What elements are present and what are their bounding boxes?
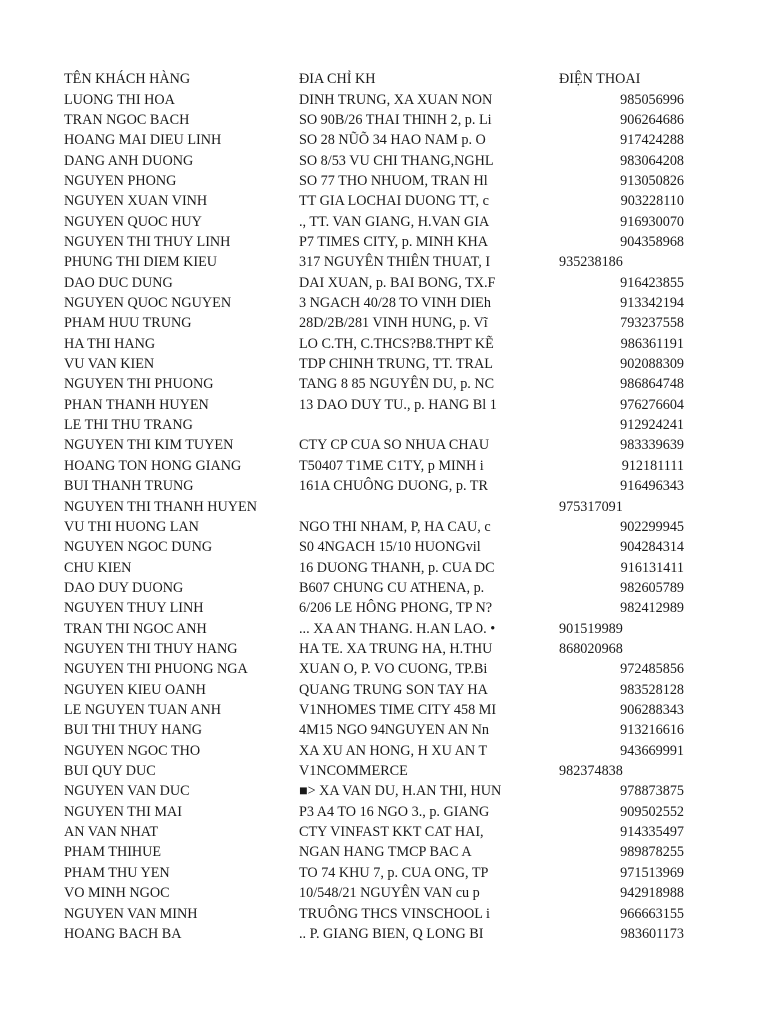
customer-name: NGUYEN QUOC HUY [64,213,202,230]
table-row [0,497,768,517]
customer-name: NGUYEN THI THUY LINH [64,233,231,250]
table-row [0,680,768,700]
customer-phone: 912924241 [620,417,684,434]
table-row [0,720,768,740]
customer-name: NGUYEN THI MAI [64,803,182,820]
customer-phone: 982374838 [559,763,623,780]
table-row [0,435,768,455]
customer-name: BUI QUY DUC [64,763,156,780]
customer-address: 28D/2B/281 VINH HUNG, p. Vĩ [299,315,488,332]
table-row [0,517,768,537]
customer-phone: 942918988 [620,885,684,902]
customer-address: S0 4NGACH 15/10 HUONGvil [299,539,481,556]
customer-address: 10/548/21 NGUYÊN VAN cu p [299,885,480,902]
table-row [0,802,768,822]
customer-address: TT GIA LOCHAI DUONG TT, c [299,193,489,210]
customer-address: DAI XUAN, p. BAI BONG, TX.F [299,274,496,291]
customer-name: LE NGUYEN TUAN ANH [64,702,221,718]
customer-phone: 902299945 [620,518,684,535]
customer-name: NGUYEN NGOC THO [64,742,201,759]
customer-phone: 913216616 [620,722,684,739]
customer-name: BUI THI THUY HANG [64,722,203,739]
customer-name: NGUYEN THI THUY HANG [64,640,238,657]
customer-address: 161A CHUÔNG DUONG, p. TR [299,478,488,495]
customer-address: .. P. GIANG BIEN, Q LONG BI [299,925,484,942]
table-row [0,700,768,720]
customer-phone: 983064208 [620,152,684,169]
table-row [0,476,768,496]
customer-address: SO 28 NŨÕ 34 HAO NAM p. O [299,132,486,149]
customer-address: TO 74 KHU 7, p. CUA ONG, TP [299,864,489,881]
customer-name: NGUYEN THI PHUONG NGA [64,661,248,678]
table-row [0,334,768,354]
customer-name: NGUYEN THI KIM TUYEN [64,437,234,454]
customer-name: NGUYEN THI THANH HUYEN [64,498,257,515]
customer-name: DAO DUY DUONG [64,579,184,596]
customer-name: TRAN THI NGOC ANH [64,620,207,637]
customer-name: BUI THANH TRUNG [64,478,194,495]
customer-phone: 986864748 [620,376,684,393]
customer-address: CTY CP CUA SO NHUA CHAU [299,437,490,454]
table-row [0,578,768,598]
customer-phone: 972485856 [620,661,684,678]
customer-address: SO 90B/26 THAI THINH 2, p. Li [299,111,492,128]
customer-address: P3 A4 TO 16 NGO 3., p. GIANG [299,803,490,820]
customer-address: CTY VINFAST KKT CAT HAI, [299,824,484,841]
table-row [0,781,768,801]
customer-name: HOANG BACH BA [64,925,182,942]
customer-address: 13 DAO DUY TU., p. HANG Bl 1 [299,396,497,413]
customer-address: ■> XA VAN DU, H.AN THI, HUN [299,783,502,800]
customer-address: NGAN HANG TMCP BAC A [299,844,472,861]
customer-name: VO MINH NGOC [64,885,170,902]
customer-name: NGUYEN QUOC NGUYEN [64,295,232,311]
customer-name: NGUYEN PHONG [64,172,177,189]
customer-phone: 906264686 [620,111,684,128]
customer-name: VU THI HUONG LAN [64,518,199,535]
customer-address: 4M15 NGO 94NGUYEN AN Nn [299,722,489,739]
customer-address: ., TT. VAN GIANG, H.VAN GIA [299,213,490,230]
customer-address: TANG 8 85 NGUYÊN DU, p. NC [299,376,495,393]
customer-address: XUAN O, P. VO CUONG, TP.Bi [299,661,488,678]
table-row [0,90,768,110]
table-row [0,293,768,313]
header-phone: ĐIỆN THOAI [559,71,641,87]
table-row [0,415,768,435]
customer-address: SO 8/53 VU CHI THANG,NGHL [299,152,494,169]
customer-address: LO C.TH, C.THCS?B8.THPT KẼ [299,335,494,352]
customer-name: PHUNG THI DIEM KIEU [64,254,218,271]
table-row [0,619,768,639]
customer-phone: 906288343 [620,702,684,718]
customer-phone: 912181111 [621,457,684,474]
customer-phone: 976276604 [620,396,684,413]
table-row [0,598,768,618]
customer-phone: 903228110 [620,193,684,210]
customer-name: NGUYEN VAN MINH [64,905,198,922]
customer-phone: 916496343 [620,478,684,495]
customer-name: NGUYEN THUY LINH [64,600,204,617]
table-row [0,171,768,191]
table-row [0,456,768,476]
customer-phone: 983339639 [620,437,684,454]
customer-name: NGUYEN VAN DUC [64,783,190,800]
customer-name: HOANG TON HONG GIANG [64,457,242,474]
table-row [0,537,768,557]
customer-address: XA XU AN HONG, H XU AN T [299,742,488,759]
customer-phone: 989878255 [620,844,684,861]
customer-address: V1NHOMES TIME CITY 458 MI [299,702,497,718]
customer-phone: 917424288 [620,132,684,149]
table-row [0,191,768,211]
customer-phone: 913342194 [620,295,684,311]
customer-phone: 971513969 [620,864,684,881]
table-row [0,761,768,781]
table-row [0,639,768,659]
table-row [0,863,768,883]
customer-address: 3 NGACH 40/28 TO VINH DIEh [299,295,491,311]
customer-phone: 982412989 [620,600,684,617]
customer-phone: 975317091 [559,498,623,515]
header-address: ĐIA CHỈ KH [299,71,376,87]
customer-address: B607 CHUNG CU ATHENA, p. [299,579,485,596]
customer-address: SO 77 THO NHUOM, TRAN Hl [299,172,488,189]
customer-phone: 985056996 [620,91,684,108]
table-row [0,313,768,333]
customer-address: 16 DUONG THANH, p. CUA DC [299,559,495,576]
customer-name: AN VAN NHAT [64,824,159,841]
customer-name: DAO DUC DUNG [64,274,173,291]
table-row [0,374,768,394]
customer-phone: 982605789 [620,579,684,596]
customer-address: 6/206 LE HÔNG PHONG, TP N? [299,600,493,617]
table-row [0,741,768,761]
customer-name: TRAN NGOC BACH [64,111,190,128]
customer-address: DINH TRUNG, XA XUAN NON [299,91,493,108]
table-row [0,252,768,272]
customer-name: PHAM THIHUE [64,844,162,861]
customer-name: NGUYEN KIEU OANH [64,681,206,698]
table-row [0,842,768,862]
customer-address: 317 NGUYÊN THIÊN THUAT, I [299,254,491,271]
customer-name: PHAM HUU TRUNG [64,315,192,332]
customer-phone: 916930070 [620,213,684,230]
table-row [0,212,768,232]
customer-phone: 916131411 [620,559,684,576]
header-customer-name: TÊN KHÁCH HÀNG [64,71,191,87]
customer-name: CHU KIEN [64,559,132,576]
customer-address: TDP CHINH TRUNG, TT. TRAL [299,356,493,373]
table-row [0,395,768,415]
table-row [0,822,768,842]
customer-address: V1NCOMMERCE [299,763,408,780]
customer-phone: 935238186 [559,254,623,271]
customer-name: LE THI THU TRANG [64,417,193,434]
customer-phone: 986361191 [620,335,684,352]
customer-phone: 901519989 [559,620,623,637]
customer-name: LUONG THI HOA [64,91,175,108]
table-row [0,110,768,130]
table-row [0,273,768,293]
customer-phone: 943669991 [620,742,684,759]
customer-address: HA TE. XA TRUNG HA, H.THU [299,640,493,657]
customer-phone: 914335497 [620,824,684,841]
table-row [0,558,768,578]
header-row [0,69,768,89]
customer-phone: 913050826 [620,172,684,189]
table-row [0,904,768,924]
table-row [0,130,768,150]
customer-address: QUANG TRUNG SON TAY HA [299,681,488,698]
table-row [0,659,768,679]
customer-name: NGUYEN XUAN VINH [64,193,208,210]
customer-phone: 904358968 [620,233,684,250]
customer-name: DANG ANH DUONG [64,152,194,169]
customer-phone: 983528128 [620,681,684,698]
customer-name: HA THI HANG [64,335,156,352]
customer-phone: 966663155 [620,905,684,922]
customer-address: ... XA AN THANG. H.AN LAO. • [299,620,496,637]
table-row [0,924,768,944]
customer-address: T50407 T1ME C1TY, p MINH i [299,457,484,474]
table-row [0,354,768,374]
customer-phone: 793237558 [620,315,684,332]
customer-address: TRUÔNG THCS VINSCHOOL i [299,905,490,922]
customer-phone: 902088309 [620,356,684,373]
customer-name: PHAM THU YEN [64,864,170,881]
customer-phone: 916423855 [620,274,684,291]
customer-phone: 978873875 [620,783,684,800]
customer-name: NGUYEN NGOC DUNG [64,539,213,556]
customer-address: P7 TIMES CITY, p. MINH KHA [299,233,489,250]
customer-phone: 868020968 [559,640,623,657]
customer-name: PHAN THANH HUYEN [64,396,209,413]
customer-name: VU VAN KIEN [64,356,155,373]
customer-phone: 983601173 [620,925,684,942]
table-row [0,883,768,903]
customer-phone: 904284314 [620,539,684,556]
customer-name: NGUYEN THI PHUONG [64,376,214,393]
table-row [0,232,768,252]
customer-phone: 909502552 [620,803,684,820]
customer-address: NGO THI NHAM, P, HA CAU, c [299,518,491,535]
table-row [0,151,768,171]
customer-name: HOANG MAI DIEU LINH [64,132,222,149]
